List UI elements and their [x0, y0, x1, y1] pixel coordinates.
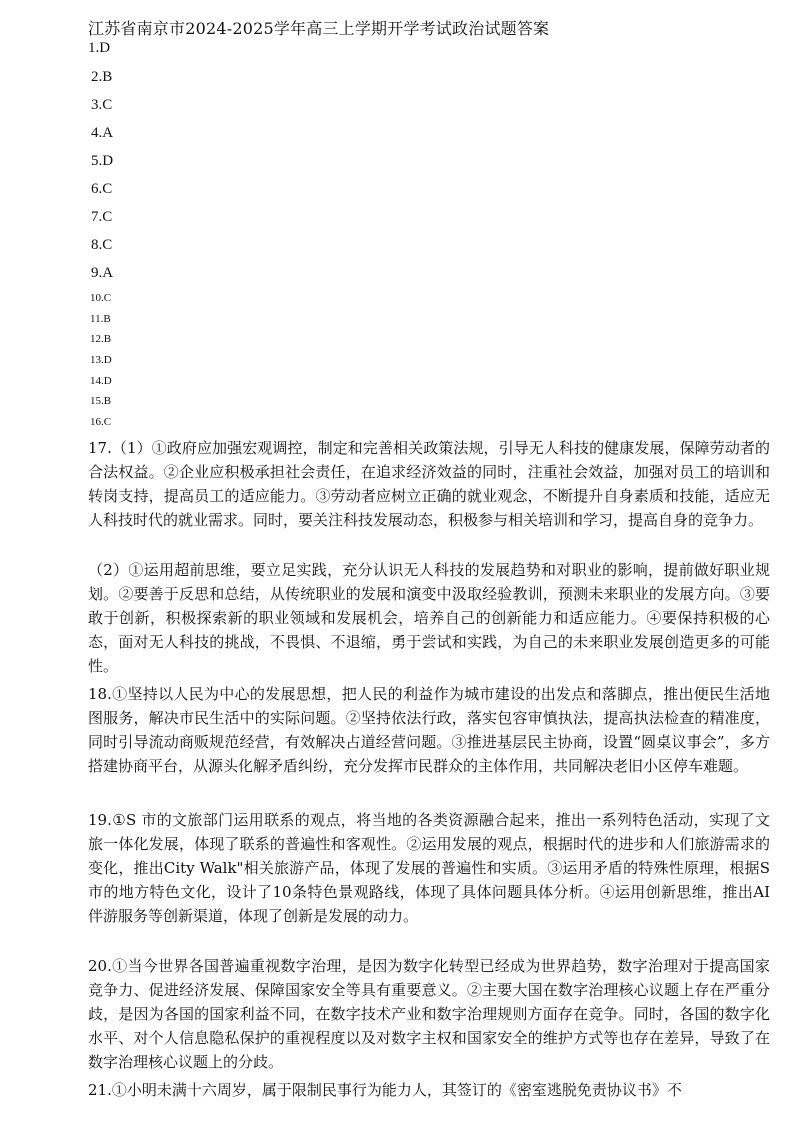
answer-13: 13.D — [90, 354, 112, 366]
answer-15: 15.B — [90, 395, 112, 407]
answer-21: 21.①小明未满十六周岁，属于限制民事行为能力人，其签订的《密室逃脱免责协议书》不 — [88, 1081, 682, 1099]
answer-19: 19.①S 市的文旅部门运用联系的观点，将当地的各类资源融合起来，推出一系列特色活动，实现了文旅一体化发展，体现了联系的普遍性和客观性。②运用发展的观点，根据时代的进步和人们旅游需求的变化，推出City Walk"相关旅游产品，体现了发展的普遍性和实质。③运用矛盾的特殊性原理，根据S 市的地方特色文化，设计了10条特色景观路线，体现了具体问题具体分析。④运用创新思维，推出AI 伴游服务等创新渠道，体现了创新是发展的动力。 — [88, 811, 770, 925]
answer-3: 3.C — [91, 97, 113, 113]
answer-16: 16.C — [90, 416, 112, 428]
answer-5: 5.D — [91, 153, 114, 169]
document-title: 江苏省南京市2024-2025学年高三上学期开学考试政治试题答案 — [88, 19, 550, 38]
answer-18: 18.①坚持以人民为中心的发展思想，把人民的利益作为城市建设的出发点和落脚点，推出便民生活地图服务，解决市民生活中的实际问题。②坚持依法行政，落实包容审慎执法，提高执法检查的精准度，同时引导流动商贩规范经营，有效解决占道经营问题。③推进基层民主协商，设置“圆桌议事会”，多方搭建协商平台，从源头化解矛盾纠纷，充分发挥市民群众的主体作用，共同解决老旧小区停车难题。 — [88, 685, 770, 775]
answer-7: 7.C — [91, 209, 113, 225]
answer-1: 1.D — [88, 40, 111, 56]
answer-11: 11.B — [90, 313, 111, 325]
answer-20: 20.①当今世界各国普遍重视数字治理，是因为数字化转型已经成为世界趋势，数字治理对于提高国家竞争力、促进经济发展、保障国家安全等具有重要意义。②主要大国在数字治理核心议题上存在严重分歧，是因为各国的国家利益不同，在数字技术产业和数字治理规则方面存在竞争。同时，各国的数字化水平、对个人信息隐私保护的重视程度以及对数字主权和国家安全的维护方式等也存在差异，导致了在数字治理核心议题上的分歧。 — [88, 957, 770, 1071]
answer-17-part-2: （2）①运用超前思维，要立足实践，充分认识无人科技的发展趋势和对职业的影响，提前做好职业规划。②要善于反思和总结，从传统职业的发展和演变中汲取经验教训，预测未来职业的发展方向。③要敢于创新，积极探索新的职业领域和发展机会，培养自己的创新能力和适应能力。④要保持积极的心态，面对无人科技的挑战，不畏惧、不退缩，勇于尝试和实践，为自己的未来职业发展创造更多的可能性。 — [88, 561, 770, 675]
answer-4: 4.A — [91, 125, 114, 141]
answer-12: 12.B — [90, 333, 112, 345]
answer-6: 6.C — [91, 181, 113, 197]
answer-9: 9.A — [91, 265, 114, 281]
answer-8: 8.C — [91, 237, 113, 253]
answer-2: 2.B — [91, 69, 113, 85]
answer-10: 10.C — [90, 292, 112, 304]
answer-14: 14.D — [90, 375, 112, 387]
answer-17-part-1: 17.（1）①政府应加强宏观调控，制定和完善相关政策法规，引导无人科技的健康发展，保障劳动者的合法权益。②企业应积极承担社会责任，在追求经济效益的同时，注重社会效益，加强对员工的培训和转岗支持，提高员工的适应能力。③劳动者应树立正确的就业观念，不断提升自身素质和技能，适应无人科技时代的就业需求。同时，要关注科技发展动态，积极参与相关培训和学习，提高自身的竞争力。 — [88, 439, 770, 529]
